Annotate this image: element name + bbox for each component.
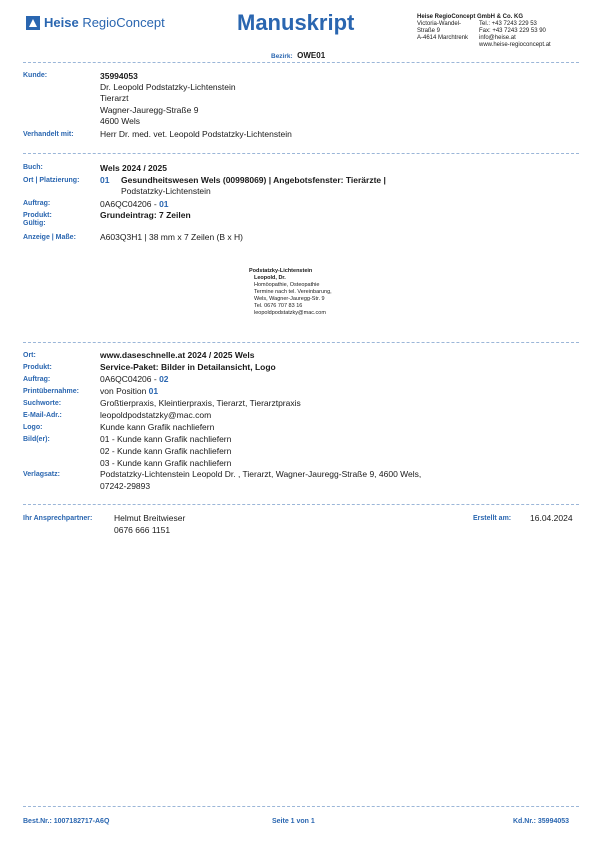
print-position: 01 xyxy=(148,386,159,396)
produkt-value: Grundeintrag: 7 Zeilen xyxy=(100,210,191,220)
ort-number: 01 xyxy=(100,175,110,185)
ad-preview xyxy=(249,268,332,317)
customer-address-line: 4600 Wels xyxy=(100,116,141,126)
online-produkt-label: Produkt: xyxy=(23,364,52,371)
divider xyxy=(23,62,579,63)
company-info xyxy=(417,14,551,49)
online-auftrag-number: 0A6QC04206 - xyxy=(100,374,160,384)
company-name: Heise RegioConcept GmbH & Co. KG xyxy=(417,14,524,20)
ad-line: leopoldpodstatzky@mac.com xyxy=(254,310,326,316)
erstellt-value: 16.04.2024 xyxy=(530,513,573,523)
online-ort-value: www.daseschnelle.at 2024 / 2025 Wels xyxy=(100,350,255,360)
logo-icon xyxy=(26,16,40,30)
online-produkt-value: Service-Paket: Bilder in Detailansicht, Logo xyxy=(100,362,276,372)
ort-label: Ort | Platzierung: xyxy=(23,177,80,184)
footer-divider xyxy=(23,806,579,807)
such-value: Großtierpraxis, Kleintierpraxis, Tierarzt, Tierarztpraxis xyxy=(100,398,301,408)
ort-line1: Gesundheitswesen Wels (00998069) | Angebotsfenster: Tierärzte | xyxy=(121,175,386,185)
gultig-label: Gültig: xyxy=(23,220,46,227)
bezirk-label: Bezirk: xyxy=(271,53,293,60)
verlag-line1: Podstatzky-Lichtenstein Leopold Dr. , Tierarzt, Wagner-Jauregg-Straße 9, 4600 Wels, xyxy=(100,469,422,479)
verhandelt-value: Herr Dr. med. vet. Leopold Podstatzky-Lichtenstein xyxy=(100,129,292,139)
divider xyxy=(23,504,579,505)
auftrag-value xyxy=(100,199,169,209)
company-tel: Tel.: +43 7243 229 53 xyxy=(479,21,537,27)
company-addr3: A-4614 Marchtrenk xyxy=(417,35,469,41)
footer-best: Best.Nr.: 1007182717-A6Q xyxy=(23,818,110,825)
email-label: E-Mail-Adr.: xyxy=(23,412,62,419)
company-email[interactable]: info@heise.at xyxy=(479,35,516,41)
company-web[interactable]: www.heise-regioconcept.at xyxy=(479,42,551,48)
ort-line2: Podstatzky-Lichtenstein xyxy=(121,186,211,196)
verlag-label: Verlagsatz: xyxy=(23,471,60,478)
company-addr1: Victoria-Wandel- xyxy=(417,21,462,27)
bilder-item: 01 - Kunde kann Grafik nachliefern xyxy=(100,434,232,444)
bilder-item: 02 - Kunde kann Grafik nachliefern xyxy=(100,446,232,456)
verhandelt-label: Verhandelt mit: xyxy=(23,131,74,138)
online-auftrag-value xyxy=(100,374,169,384)
email-value[interactable]: leopoldpodstatzky@mac.com xyxy=(100,410,212,420)
online-auftrag-position: 02 xyxy=(159,374,169,384)
ansprechpartner-phone: 0676 666 1151 xyxy=(114,525,171,535)
company-fax: Fax: +43 7243 229 53 90 xyxy=(479,28,546,34)
divider xyxy=(23,153,579,154)
buch-label: Buch: xyxy=(23,164,43,171)
ad-line: Homöopathie, Osteopathie xyxy=(254,282,320,288)
company-logo xyxy=(26,15,165,30)
customer-address-line: Tierarzt xyxy=(100,93,129,103)
print-value xyxy=(100,386,158,396)
page-title: Manuskript xyxy=(237,10,355,35)
footer-kd: Kd.Nr.: 35994053 xyxy=(513,818,570,825)
auftrag-label: Auftrag: xyxy=(23,200,51,207)
ad-line: Termine nach tel. Vereinbarung, xyxy=(254,289,332,295)
ad-line: Tel. 0676 707 83 16 xyxy=(254,303,303,309)
customer-address-line: Wagner-Jauregg-Straße 9 xyxy=(100,105,199,115)
produkt-label: Produkt: xyxy=(23,212,52,219)
print-label: Printübernahme: xyxy=(23,388,80,395)
bezirk-value: OWE01 xyxy=(297,51,326,60)
kunde-nr: 35994053 xyxy=(100,71,138,81)
divider xyxy=(23,342,579,343)
logo-label: Logo: xyxy=(23,424,43,431)
print-text: von Position xyxy=(100,386,149,396)
ad-line: Podstatzky-Lichtenstein xyxy=(249,268,313,274)
auftrag-position: 01 xyxy=(159,199,169,209)
auftrag-number: 0A6QC04206 - xyxy=(100,199,160,209)
online-auftrag-label: Auftrag: xyxy=(23,376,51,383)
ansprechpartner-label: Ihr Ansprechpartner: xyxy=(23,515,93,522)
ansprechpartner-name: Helmut Breitwieser xyxy=(114,513,186,523)
online-ort-label: Ort: xyxy=(23,352,36,359)
buch-value: Wels 2024 / 2025 xyxy=(100,163,167,173)
logo-value: Kunde kann Grafik nachliefern xyxy=(100,422,215,432)
logo-text-bold: Heise xyxy=(44,15,79,30)
kunde-label: Kunde: xyxy=(23,72,48,79)
such-label: Suchworte: xyxy=(23,400,62,407)
company-addr2: Straße 9 xyxy=(417,28,441,34)
bilder-item: 03 - Kunde kann Grafik nachliefern xyxy=(100,458,232,468)
verlag-line2: 07242-29893 xyxy=(100,481,151,491)
anzeige-value: A603Q3H1 | 38 mm x 7 Zeilen (B x H) xyxy=(100,232,243,242)
erstellt-label: Erstellt am: xyxy=(473,515,512,522)
bilder-label: Bild(er): xyxy=(23,436,50,443)
logo-text-rest: RegioConcept xyxy=(78,15,165,30)
ad-line: Wels, Wagner-Jauregg-Str. 9 xyxy=(254,296,325,302)
footer-seite: Seite 1 von 1 xyxy=(272,818,315,825)
customer-address-line: Dr. Leopold Podstatzky-Lichtenstein xyxy=(100,82,236,92)
ad-line: Leopold, Dr. xyxy=(254,275,286,281)
anzeige-label: Anzeige | Maße: xyxy=(23,234,76,241)
